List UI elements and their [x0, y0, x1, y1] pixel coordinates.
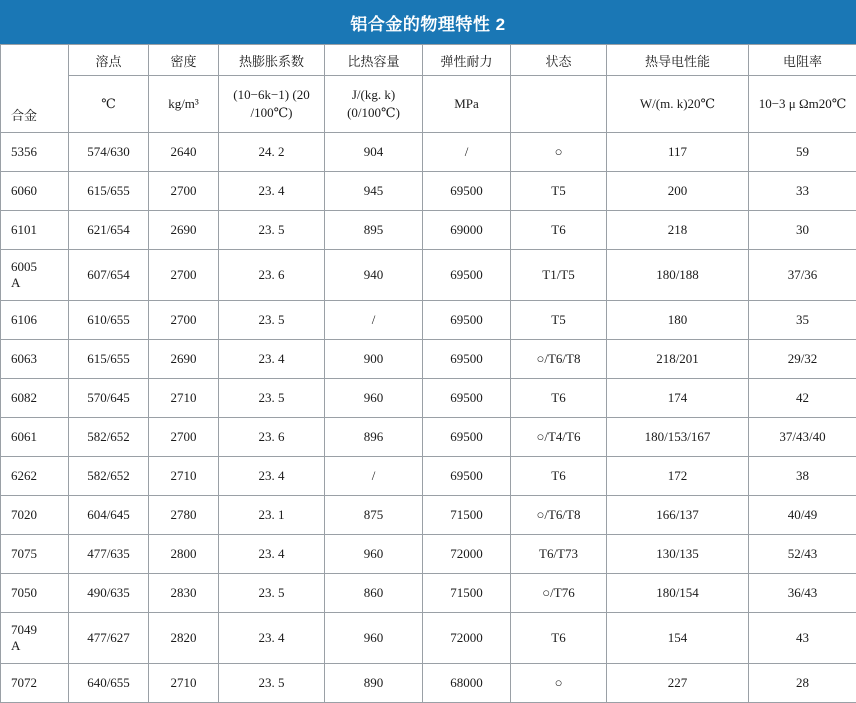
header-thermal-expansion: 热膨胀系数 [219, 45, 325, 76]
cell-thermal-expansion: 23. 5 [219, 211, 325, 250]
alloy-code: 6060 [11, 183, 37, 198]
cell-elastic-modulus: 69000 [423, 211, 511, 250]
header-thermal-conductivity: 热导电性能 [607, 45, 749, 76]
header-density: 密度 [149, 45, 219, 76]
alloy-suffix: A [11, 275, 66, 291]
cell-alloy [1, 457, 69, 496]
cell-specific-heat: 960 [325, 613, 423, 664]
cell-specific-heat: 875 [325, 496, 423, 535]
cell-state: ○ [511, 664, 607, 703]
unit-elastic-modulus: MPa [423, 76, 511, 133]
table-body [1, 133, 856, 703]
header-row-units [1, 76, 856, 133]
cell-thermal-expansion: 23. 5 [219, 664, 325, 703]
alloy-code: 6082 [11, 390, 37, 405]
cell-alloy [1, 664, 69, 703]
cell-alloy [1, 535, 69, 574]
header-melting-point: 溶点 [69, 45, 149, 76]
cell-thermal-conductivity: 154 [607, 613, 749, 664]
unit-melting-point: ℃ [69, 76, 149, 133]
cell-specific-heat: / [325, 457, 423, 496]
alloy-code: 7020 [11, 507, 37, 522]
unit-resistivity: 10−3 μ Ωm20℃ [749, 76, 856, 133]
cell-thermal-expansion: 23. 6 [219, 250, 325, 301]
cell-resistivity: 36/43 [749, 574, 856, 613]
table-header [1, 45, 856, 133]
cell-state: T6/T73 [511, 535, 607, 574]
cell-alloy [1, 301, 69, 340]
table-row [1, 211, 856, 250]
cell-thermal-conductivity: 218 [607, 211, 749, 250]
cell-density: 2830 [149, 574, 219, 613]
unit-thermal-expansion: (10−6k−1) (20 /100℃) [219, 76, 325, 133]
alloy-code: 7075 [11, 546, 37, 561]
cell-thermal-expansion: 23. 4 [219, 613, 325, 664]
cell-alloy [1, 496, 69, 535]
cell-specific-heat: 896 [325, 418, 423, 457]
cell-thermal-expansion: 24. 2 [219, 133, 325, 172]
cell-density: 2800 [149, 535, 219, 574]
cell-specific-heat: 895 [325, 211, 423, 250]
cell-melting-point: 582/652 [69, 457, 149, 496]
cell-thermal-expansion: 23. 1 [219, 496, 325, 535]
table-row [1, 133, 856, 172]
cell-melting-point: 490/635 [69, 574, 149, 613]
cell-specific-heat: 960 [325, 379, 423, 418]
cell-elastic-modulus: 69500 [423, 418, 511, 457]
alloy-code: 6063 [11, 351, 37, 366]
cell-elastic-modulus: 68000 [423, 664, 511, 703]
cell-thermal-conductivity: 180/188 [607, 250, 749, 301]
table-row [1, 379, 856, 418]
alloy-code: 5356 [11, 144, 37, 159]
cell-melting-point: 570/645 [69, 379, 149, 418]
cell-resistivity: 43 [749, 613, 856, 664]
alloy-code: 6262 [11, 468, 37, 483]
cell-alloy [1, 574, 69, 613]
unit-specific-heat: J/(kg. k) (0/100℃) [325, 76, 423, 133]
cell-specific-heat: 945 [325, 172, 423, 211]
cell-resistivity: 42 [749, 379, 856, 418]
cell-thermal-expansion: 23. 5 [219, 574, 325, 613]
cell-thermal-expansion: 23. 6 [219, 418, 325, 457]
cell-specific-heat: 960 [325, 535, 423, 574]
alloy-code: 6061 [11, 429, 37, 444]
cell-thermal-conductivity: 218/201 [607, 340, 749, 379]
cell-density: 2640 [149, 133, 219, 172]
cell-resistivity: 30 [749, 211, 856, 250]
table-row [1, 664, 856, 703]
cell-resistivity: 29/32 [749, 340, 856, 379]
alloy-code: 7049 [11, 622, 37, 637]
cell-melting-point: 615/655 [69, 172, 149, 211]
cell-thermal-conductivity: 130/135 [607, 535, 749, 574]
cell-elastic-modulus: 69500 [423, 379, 511, 418]
cell-density: 2700 [149, 172, 219, 211]
cell-density: 2700 [149, 250, 219, 301]
alloy-suffix: A [11, 638, 66, 654]
cell-thermal-conductivity: 200 [607, 172, 749, 211]
cell-melting-point: 477/627 [69, 613, 149, 664]
cell-alloy [1, 418, 69, 457]
cell-state: T5 [511, 301, 607, 340]
cell-specific-heat: 904 [325, 133, 423, 172]
cell-thermal-conductivity: 172 [607, 457, 749, 496]
cell-resistivity: 37/43/40 [749, 418, 856, 457]
alloy-code: 6101 [11, 222, 37, 237]
cell-resistivity: 38 [749, 457, 856, 496]
cell-state: T6 [511, 211, 607, 250]
unit-density: kg/m³ [149, 76, 219, 133]
cell-alloy [1, 340, 69, 379]
cell-state: T6 [511, 613, 607, 664]
cell-alloy [1, 133, 69, 172]
alloy-code: 7050 [11, 585, 37, 600]
cell-density: 2710 [149, 664, 219, 703]
cell-alloy [1, 613, 69, 664]
cell-melting-point: 582/652 [69, 418, 149, 457]
cell-resistivity: 35 [749, 301, 856, 340]
cell-resistivity: 52/43 [749, 535, 856, 574]
cell-specific-heat: 890 [325, 664, 423, 703]
table-row [1, 340, 856, 379]
cell-elastic-modulus: 71500 [423, 496, 511, 535]
cell-specific-heat: 900 [325, 340, 423, 379]
cell-thermal-conductivity: 180/154 [607, 574, 749, 613]
cell-elastic-modulus: 69500 [423, 301, 511, 340]
header-alloy: 合金 [1, 45, 69, 133]
cell-specific-heat: 860 [325, 574, 423, 613]
page-title [0, 0, 856, 44]
page-title-text: 铝合金的物理特性 2 [350, 10, 505, 35]
cell-density: 2820 [149, 613, 219, 664]
cell-melting-point: 477/635 [69, 535, 149, 574]
table-row [1, 457, 856, 496]
unit-thermal-conductivity: W/(m. k)20℃ [607, 76, 749, 133]
cell-density: 2700 [149, 301, 219, 340]
cell-thermal-conductivity: 180 [607, 301, 749, 340]
table-row [1, 496, 856, 535]
cell-melting-point: 640/655 [69, 664, 149, 703]
cell-elastic-modulus: 69500 [423, 172, 511, 211]
unit-state [511, 76, 607, 133]
header-specific-heat: 比热容量 [325, 45, 423, 76]
cell-state: T6 [511, 379, 607, 418]
cell-elastic-modulus: / [423, 133, 511, 172]
table-row [1, 301, 856, 340]
cell-elastic-modulus: 71500 [423, 574, 511, 613]
cell-alloy [1, 379, 69, 418]
table-row [1, 574, 856, 613]
cell-state: ○/T4/T6 [511, 418, 607, 457]
table-row [1, 535, 856, 574]
cell-thermal-conductivity: 180/153/167 [607, 418, 749, 457]
cell-resistivity: 37/36 [749, 250, 856, 301]
cell-density: 2690 [149, 340, 219, 379]
cell-specific-heat: 940 [325, 250, 423, 301]
cell-alloy [1, 211, 69, 250]
cell-elastic-modulus: 72000 [423, 535, 511, 574]
cell-resistivity: 28 [749, 664, 856, 703]
cell-alloy [1, 250, 69, 301]
cell-melting-point: 621/654 [69, 211, 149, 250]
table-row [1, 172, 856, 211]
cell-resistivity: 33 [749, 172, 856, 211]
alloy-code: 6005 [11, 259, 37, 274]
header-resistivity: 电阻率 [749, 45, 856, 76]
cell-melting-point: 604/645 [69, 496, 149, 535]
table-row [1, 250, 856, 301]
cell-density: 2780 [149, 496, 219, 535]
cell-specific-heat: / [325, 301, 423, 340]
cell-state: T6 [511, 457, 607, 496]
cell-thermal-expansion: 23. 4 [219, 535, 325, 574]
cell-melting-point: 607/654 [69, 250, 149, 301]
cell-density: 2700 [149, 418, 219, 457]
aluminum-properties-table [0, 44, 856, 703]
cell-elastic-modulus: 69500 [423, 340, 511, 379]
cell-resistivity: 40/49 [749, 496, 856, 535]
cell-state: ○/T76 [511, 574, 607, 613]
cell-state: ○ [511, 133, 607, 172]
cell-elastic-modulus: 72000 [423, 613, 511, 664]
cell-thermal-conductivity: 166/137 [607, 496, 749, 535]
cell-alloy [1, 172, 69, 211]
cell-thermal-expansion: 23. 5 [219, 301, 325, 340]
cell-state: ○/T6/T8 [511, 340, 607, 379]
cell-state: T1/T5 [511, 250, 607, 301]
cell-thermal-expansion: 23. 4 [219, 340, 325, 379]
cell-melting-point: 574/630 [69, 133, 149, 172]
cell-thermal-conductivity: 174 [607, 379, 749, 418]
cell-thermal-expansion: 23. 5 [219, 379, 325, 418]
cell-melting-point: 615/655 [69, 340, 149, 379]
cell-elastic-modulus: 69500 [423, 457, 511, 496]
cell-density: 2710 [149, 457, 219, 496]
alloy-code: 6106 [11, 312, 37, 327]
cell-density: 2690 [149, 211, 219, 250]
cell-state: T5 [511, 172, 607, 211]
cell-thermal-conductivity: 227 [607, 664, 749, 703]
cell-melting-point: 610/655 [69, 301, 149, 340]
cell-thermal-expansion: 23. 4 [219, 457, 325, 496]
cell-state: ○/T6/T8 [511, 496, 607, 535]
table-row [1, 613, 856, 664]
header-elastic-modulus: 弹性耐力 [423, 45, 511, 76]
table-row [1, 418, 856, 457]
cell-thermal-expansion: 23. 4 [219, 172, 325, 211]
alloy-code: 7072 [11, 675, 37, 690]
cell-density: 2710 [149, 379, 219, 418]
header-row-names [1, 45, 856, 76]
header-state: 状态 [511, 45, 607, 76]
cell-resistivity: 59 [749, 133, 856, 172]
cell-elastic-modulus: 69500 [423, 250, 511, 301]
cell-thermal-conductivity: 117 [607, 133, 749, 172]
